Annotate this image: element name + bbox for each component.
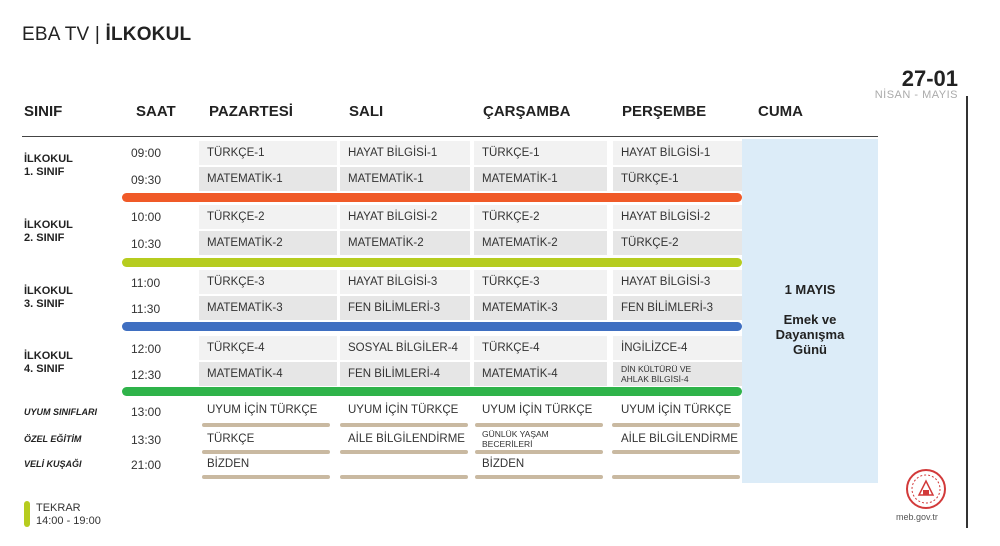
time-label: 13:00	[131, 405, 162, 419]
lesson-cell: HAYAT BİLGİSİ-1	[340, 141, 470, 165]
holiday-name: Emek ve Dayanışma Günü	[775, 312, 845, 357]
lesson-cell: AİLE BİLGİLENDİRME	[348, 433, 465, 445]
brand-title	[22, 24, 191, 46]
lesson-cell: MATEMATİK-3	[474, 296, 607, 320]
lesson-cell: TÜRKÇE-3	[474, 270, 607, 294]
lesson-cell: MATEMATİK-2	[340, 231, 470, 255]
header-carsamba: ÇARŞAMBA	[483, 103, 571, 120]
meb-emblem-icon	[905, 468, 947, 510]
special-label-ozel: ÖZEL EĞİTİM	[24, 434, 82, 444]
time-label: 12:30	[131, 368, 162, 382]
lesson-cell: İNGİLİZCE-4	[613, 336, 742, 360]
lesson-cell: TÜRKÇE-3	[199, 270, 337, 294]
group-label-2: İLKOKUL 2. SINIF	[24, 219, 73, 244]
lesson-cell: MATEMATİK-3	[199, 296, 337, 320]
legend-label: TEKRAR	[36, 502, 81, 514]
lesson-cell: HAYAT BİLGİSİ-3	[613, 270, 742, 294]
time-label: 09:00	[131, 146, 162, 160]
header-cuma: CUMA	[758, 103, 803, 120]
lesson-cell: MATEMATİK-1	[474, 167, 607, 191]
row-underline	[612, 475, 740, 479]
lesson-cell: FEN BİLİMLERİ-3	[340, 296, 470, 320]
time-label: 11:00	[131, 276, 161, 290]
header-sinif: SINIF	[24, 103, 63, 120]
time-label: 10:30	[131, 237, 162, 251]
lesson-cell: TÜRKÇE	[207, 433, 255, 445]
date-range: 27-01	[901, 66, 958, 91]
lesson-cell: MATEMATİK-1	[340, 167, 470, 191]
brand-right: İLKOKUL	[105, 24, 192, 45]
group-label-1: İLKOKUL 1. SINIF	[24, 153, 73, 178]
lesson-cell: TÜRKÇE-2	[199, 205, 337, 229]
right-divider	[966, 96, 968, 528]
lesson-cell: FEN BİLİMLERİ-3	[613, 296, 742, 320]
lesson-cell: GÜNLÜK YAŞAM BECERİLERİ	[482, 429, 549, 449]
lesson-cell: TÜRKÇE-1	[613, 167, 742, 191]
header-pazartesi: PAZARTESİ	[209, 103, 293, 120]
time-label: 21:00	[131, 458, 162, 472]
header-persembe: PERŞEMBE	[622, 103, 707, 120]
date-months: NİSAN - MAYIS	[874, 89, 958, 101]
lesson-cell: MATEMATİK-2	[199, 231, 337, 255]
cuma-holiday-panel	[742, 139, 878, 483]
row-underline	[202, 475, 330, 479]
row-underline	[340, 475, 468, 479]
lesson-cell: AİLE BİLGİLENDİRME	[621, 433, 738, 445]
brand-separator: |	[89, 24, 106, 45]
lesson-cell: UYUM İÇİN TÜRKÇE	[207, 404, 318, 416]
lesson-cell: MATEMATİK-1	[199, 167, 337, 191]
legend-time: 14:00 - 19:00	[36, 515, 101, 527]
lesson-cell: TÜRKÇE-2	[613, 231, 742, 255]
footer-url: meb.gov.tr	[896, 512, 938, 522]
group-label-4: İLKOKUL 4. SINIF	[24, 350, 73, 375]
separator-bar-3	[122, 322, 742, 331]
group-label-3: İLKOKUL 3. SINIF	[24, 285, 73, 310]
lesson-cell: FEN BİLİMLERİ-4	[340, 362, 470, 386]
legend-color-bar	[24, 501, 30, 527]
time-label: 11:30	[131, 302, 161, 316]
special-label-veli: VELİ KUŞAĞI	[24, 459, 82, 469]
lesson-cell: MATEMATİK-2	[474, 231, 607, 255]
row-underline	[475, 475, 603, 479]
special-label-uyum: UYUM SINIFLARI	[24, 407, 97, 417]
lesson-cell: SOSYAL BİLGİLER-4	[340, 336, 470, 360]
separator-bar-1	[122, 193, 742, 202]
lesson-cell: BİZDEN	[482, 458, 525, 470]
lesson-cell	[340, 452, 470, 476]
lesson-cell: UYUM İÇİN TÜRKÇE	[621, 404, 732, 416]
time-label: 12:00	[131, 342, 162, 356]
lesson-cell: TÜRKÇE-4	[199, 336, 337, 360]
time-label: 10:00	[131, 210, 162, 224]
holiday-date: 1 MAYIS	[784, 282, 836, 297]
separator-bar-2	[122, 258, 742, 267]
lesson-cell: TÜRKÇE-1	[199, 141, 337, 165]
header-sali: SALI	[349, 103, 384, 120]
lesson-cell: UYUM İÇİN TÜRKÇE	[482, 404, 593, 416]
lesson-cell: TÜRKÇE-2	[474, 205, 607, 229]
lesson-cell: TÜRKÇE-1	[474, 141, 607, 165]
lesson-cell: HAYAT BİLGİSİ-1	[613, 141, 742, 165]
separator-bar-4	[122, 387, 742, 396]
lesson-cell: HAYAT BİLGİSİ-3	[340, 270, 470, 294]
lesson-cell: MATEMATİK-4	[199, 362, 337, 386]
header-rule	[22, 136, 878, 137]
time-label: 09:30	[131, 173, 162, 187]
lesson-cell: TÜRKÇE-4	[474, 336, 607, 360]
lesson-cell: HAYAT BİLGİSİ-2	[340, 205, 470, 229]
lesson-cell: MATEMATİK-4	[474, 362, 607, 386]
lesson-cell: BİZDEN	[207, 458, 250, 470]
lesson-cell: HAYAT BİLGİSİ-2	[613, 205, 742, 229]
lesson-cell	[613, 452, 742, 476]
lesson-cell: DİN KÜLTÜRÜ VE AHLAK BİLGİSİ-4	[613, 362, 742, 386]
header-saat: SAAT	[136, 103, 176, 120]
time-label: 13:30	[131, 433, 162, 447]
brand-left: EBA TV	[22, 24, 90, 45]
legend-text	[36, 502, 101, 528]
lesson-cell: UYUM İÇİN TÜRKÇE	[348, 404, 459, 416]
